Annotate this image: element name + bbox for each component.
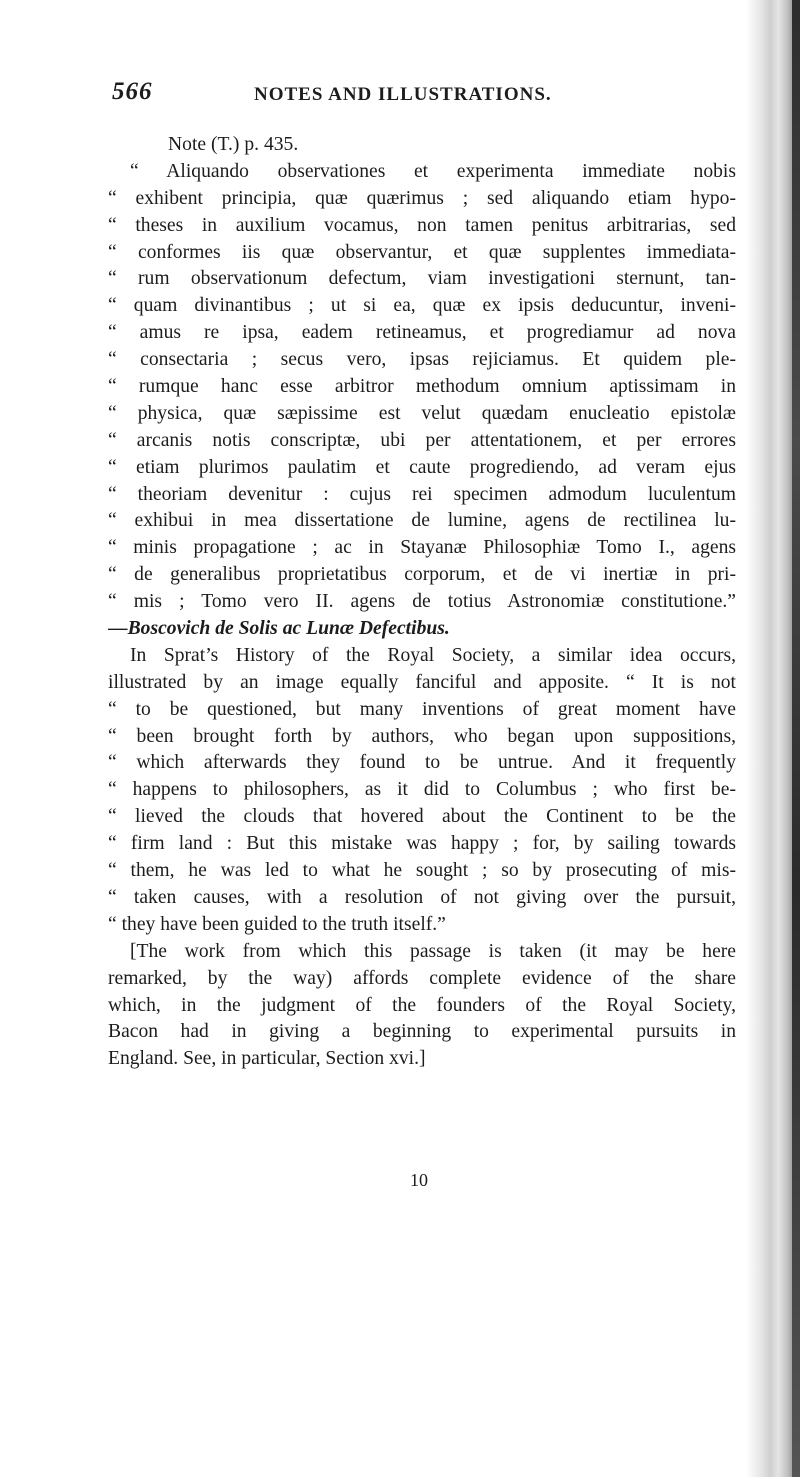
quote-line: “ rumque hanc esse arbitror methodum omnium aptissimam in [108, 376, 736, 398]
sprat-line: “ firm land : But this mistake was happy ; for, by sailing towards [108, 833, 736, 855]
quote-line: “ amus re ipsa, eadem retineamus, et progrediamur ad nova [108, 322, 736, 344]
quote-line: “ mis ; Tomo vero II. agens de totius Astronomiæ constitutione.” [108, 591, 736, 613]
quote-line: “ etiam plurimos paulatim et caute progrediendo, ad veram ejus [108, 456, 736, 478]
quote-line: “ de generalibus proprietatibus corporum, et de vi inertiæ in pri- [108, 564, 736, 586]
bracket-line: remarked, by the way) affords complete evidence of the share [108, 967, 736, 989]
bracket-line: Bacon had in giving a beginning to experimental pursuits in [108, 1021, 736, 1043]
quote-line: “ exhibent principia, quæ quærimus ; sed aliquando etiam hypo- [108, 187, 736, 209]
book-page-edge [746, 0, 800, 1477]
quote-line: “ consectaria ; secus vero, ipsas rejiciamus. Et quidem ple- [108, 349, 736, 371]
quote-line: “ minis propagatione ; ac in Stayanæ Philosophiæ Tomo I., agens [108, 537, 736, 559]
sprat-line: “ to be questioned, but many inventions of great moment have [108, 698, 736, 720]
quote-line: “ exhibui in mea dissertatione de lumine, agens de rectilinea lu- [108, 510, 736, 532]
sprat-line: “ been brought forth by authors, who began upon suppositions, [108, 725, 736, 747]
attribution: —Boscovich de Solis ac Lunæ Defectibus. [108, 618, 450, 640]
sprat-line: illustrated by an image equally fanciful and apposite. “ It is not [108, 671, 736, 693]
sprat-line: “ lieved the clouds that hovered about the Continent to be the [108, 806, 736, 828]
bracket-line: England. See, in particular, Section xvi.] [108, 1048, 426, 1070]
quote-line: “ conformes iis quæ observantur, et quæ supplentes immediata- [108, 241, 736, 263]
running-head: NOTES AND ILLUSTRATIONS. [254, 84, 552, 105]
quote-line: “ theoriam devenitur : cujus rei specimen admodum luculentum [108, 483, 736, 505]
sprat-line: “ happens to philosophers, as it did to Columbus ; who first be- [108, 779, 736, 801]
sprat-line: “ which afterwards they found to be untrue. And it frequently [108, 752, 736, 774]
bracket-line: which, in the judgment of the founders of the Royal Society, [108, 994, 736, 1016]
sprat-line: “ they have been guided to the truth itself.” [108, 913, 446, 935]
signature-mark: 10 [410, 1170, 428, 1190]
page-number: 566 [112, 78, 153, 105]
sprat-line: “ them, he was led to what he sought ; so by prosecuting of mis- [108, 860, 736, 882]
sprat-line: In Sprat’s History of the Royal Society, a similar idea occurs, [130, 644, 736, 666]
sprat-line: “ taken causes, with a resolution of not giving over the pursuit, [108, 886, 736, 908]
note-heading: Note (T.) p. 435. [168, 134, 299, 155]
quote-line: “ physica, quæ sæpissime est velut quædam enucleatio epistolæ [108, 402, 736, 424]
page-header [112, 78, 732, 118]
quote-line: “ quam divinantibus ; ut si ea, quæ ex ipsis deducuntur, inveni- [108, 295, 736, 317]
quote-line: “ theses in auxilium vocamus, non tamen penitus arbitrarias, sed [108, 214, 736, 236]
quote-line: “ Aliquando observationes et experimenta immediate nobis [130, 160, 736, 182]
quote-line: “ arcanis notis conscriptæ, ubi per attentationem, et per errores [108, 429, 736, 451]
bracket-line: [The work from which this passage is taken (it may be here [130, 940, 736, 962]
quote-line: “ rum observationum defectum, viam investigationi sternunt, tan- [108, 268, 736, 290]
body-text [108, 132, 736, 1073]
